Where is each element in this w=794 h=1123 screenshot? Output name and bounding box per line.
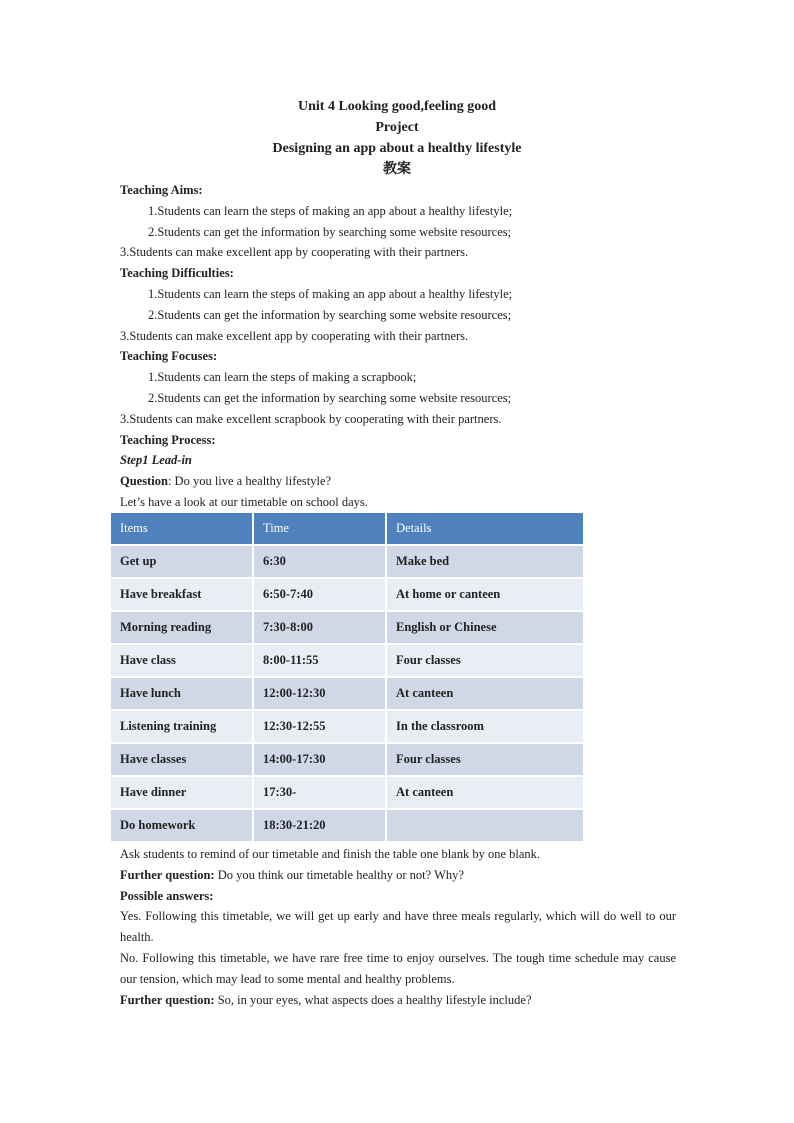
further-question-2-label: Further question: (120, 992, 215, 1007)
table-row (111, 777, 585, 810)
cell-time: 8:00-11:55 (254, 645, 387, 678)
table-row (111, 678, 585, 711)
cell-item: Morning reading (111, 612, 254, 645)
doc-type: 教案 (383, 161, 411, 177)
table-row (111, 645, 585, 678)
focuses-item-2: 2.Students can get the information by searching some website resources; (148, 390, 512, 405)
question-line (120, 471, 676, 492)
cell-details: Four classes (387, 645, 585, 678)
topic-title: Designing an app about a healthy lifestyle (272, 141, 522, 156)
cell-details (387, 810, 585, 843)
further-question-2-text: So, in your eyes, what aspects does a healthy lifestyle include? (214, 992, 532, 1007)
difficulties-heading: Teaching Difficulties: (120, 266, 234, 281)
header-time: Time (254, 513, 387, 546)
further-question-2 (120, 990, 676, 1011)
discussion-section (120, 844, 676, 1010)
cell-item: Get up (111, 546, 254, 579)
difficulties-item-2: 2.Students can get the information by searching some website resources; (148, 307, 512, 322)
cell-item: Have dinner (111, 777, 254, 810)
cell-time: 17:30- (254, 777, 387, 810)
cell-details: In the classroom (387, 711, 585, 744)
no-answer: No. Following this timetable, we have rare free time to enjoy ourselves. The tough time schedule may cause our tension, which may lead to some mental and healthy problems. (120, 950, 676, 986)
difficulties-item-1: 1.Students can learn the steps of making an app about a healthy lifestyle; (148, 286, 513, 301)
subtitle: Project (375, 120, 419, 135)
cell-time: 12:00-12:30 (254, 678, 387, 711)
aims-item-2: 2.Students can get the information by searching some website resources; (148, 224, 512, 239)
cell-details: At home or canteen (387, 579, 585, 612)
unit-title: Unit 4 Looking good,feeling good (298, 99, 496, 114)
cell-details: At canteen (387, 678, 585, 711)
table-row (111, 612, 585, 645)
cell-details: At canteen (387, 777, 585, 810)
cell-item: Have class (111, 645, 254, 678)
step1-heading: Step1 Lead-in (120, 453, 192, 468)
cell-item: Have lunch (111, 678, 254, 711)
process-heading: Teaching Process: (120, 432, 216, 447)
question-text: : Do you live a healthy lifestyle? (167, 474, 332, 489)
cell-details: English or Chinese (387, 612, 585, 645)
table-row (111, 711, 585, 744)
cell-time: 7:30-8:00 (254, 612, 387, 645)
difficulties-item-3: 3.Students can make excellent app by cooperating with their partners. (120, 328, 469, 343)
aims-item-1: 1.Students can learn the steps of making an app about a healthy lifestyle; (148, 203, 513, 218)
cell-item: Listening training (111, 711, 254, 744)
further-question-1 (120, 865, 676, 886)
cell-time: 12:30-12:55 (254, 711, 387, 744)
instruction-text: Ask students to remind of our timetable and finish the table one blank by one blank. (120, 847, 541, 861)
aims-item-3: 3.Students can make excellent app by cooperating with their partners. (120, 245, 469, 260)
teaching-objectives (120, 180, 676, 513)
yes-answer: Yes. Following this timetable, we will get up early and have three meals regularly, which will do well to our health. (120, 909, 676, 945)
cell-time: 6:30 (254, 546, 387, 579)
question-label: Question (120, 474, 168, 489)
table-row (111, 744, 585, 777)
timetable (111, 513, 585, 843)
cell-item: Do homework (111, 810, 254, 843)
header-details: Details (387, 513, 585, 546)
cell-time: 18:30-21:20 (254, 810, 387, 843)
cell-item: Have classes (111, 744, 254, 777)
cell-time: 14:00-17:30 (254, 744, 387, 777)
title-block (0, 96, 794, 180)
focuses-item-1: 1.Students can learn the steps of making a scrapbook; (148, 370, 417, 385)
table-row (111, 579, 585, 612)
focuses-heading: Teaching Focuses: (120, 349, 218, 364)
table-row (111, 546, 585, 579)
cell-details: Four classes (387, 744, 585, 777)
timetable-header-row (111, 513, 585, 546)
table-row (111, 810, 585, 843)
cell-time: 6:50-7:40 (254, 579, 387, 612)
aims-heading: Teaching Aims: (120, 183, 203, 197)
timetable-intro: Let’s have a look at our timetable on school days. (120, 494, 368, 509)
cell-item: Have breakfast (111, 579, 254, 612)
possible-answers-heading: Possible answers: (120, 888, 214, 903)
cell-details: Make bed (387, 546, 585, 579)
further-question-1-text: Do you think our timetable healthy or not? Why? (214, 867, 464, 882)
focuses-item-3: 3.Students can make excellent scrapbook by cooperating with their partners. (120, 411, 502, 426)
header-items: Items (111, 513, 254, 546)
further-question-1-label: Further question: (120, 867, 215, 882)
